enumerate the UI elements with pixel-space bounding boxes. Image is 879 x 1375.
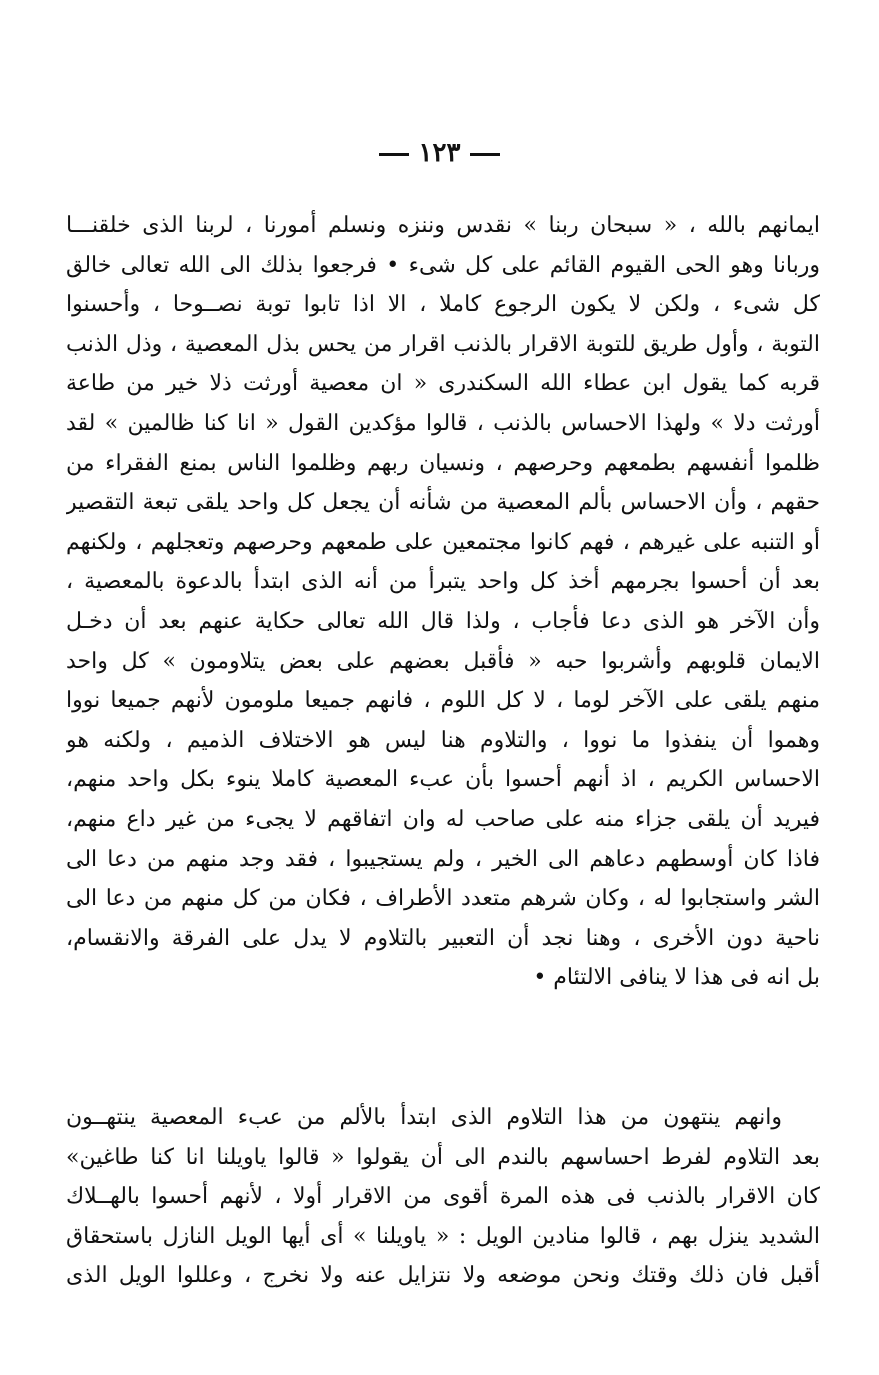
text-line: أورثت دلا » ولهذا الاحساس بالذنب ، قالوا مؤكدين القول « انا كنا ظالمين » لقد [66, 410, 820, 436]
text-line: فاذا كان أوسطهم دعاهم الى الخير ، ولم يستجيبوا ، فقد وجد منهم من دعا الى [66, 846, 820, 872]
text-line: وربانا وهو الحى القيوم القائم على كل شىء • فرجعوا بذلك الى الله تعالى خالق [66, 252, 820, 278]
page-number-value: ١٢٣ [418, 138, 461, 168]
paragraph-1 [66, 206, 820, 998]
text-line: كل شىء ، ولكن لا يكون الرجوع كاملا ، الا اذا تابوا توبة نصــوحا ، وأحسنوا [66, 292, 820, 318]
text-line: ايمانهم بالله ، « سبحان ربنا » نقدس وننزه ونسلم أمورنا ، لربنا الذى خلقنـــا [66, 213, 820, 238]
text-line: الاحساس الكريم ، اذ أنهم أحسوا بأن عبء المعصية كاملا ينوء بكل واحد منهم، [66, 767, 820, 793]
text-line: وأن الآخر هو الذى دعا فأجاب ، ولذا قال الله تعالى حكاية عنهم بعد أن دخـل [66, 608, 820, 634]
text-line: كان الاقرار بالذنب فى هذه المرة أقوى من الاقرار أولا ، لأنهم أحسوا بالهــلاك [66, 1184, 820, 1210]
text-line: وهموا أن ينفذوا ما نووا ، والتلاوم هنا ليس هو الاختلاف الذميم ، ولكنه هو [66, 727, 820, 753]
text-line: ظلموا أنفسهم بطمعهم وحرصهم ، ونسيان ربهم وظلموا الناس بمنع الفقراء من [66, 450, 820, 476]
page-number [0, 138, 879, 168]
text-line: حقهم ، وأن الاحساس بألم المعصية من شأنه أن يجعل كل واحد يلقى تبعة التقصير [66, 490, 820, 516]
text-line: الشديد ينزل بهم ، قالوا منادين الويل : « ياويلنا » أى أيها الويل النازل باستحقاق [66, 1223, 820, 1249]
text-line: التوبة ، وأول طريق للتوبة الاقرار بالذنب اقرار من يحس بذل المعصية ، وذل الذنب [66, 331, 820, 357]
text-line: أقبل فان ذلك وقتك ونحن موضعه ولا نتزايل عنه ولا نخرج ، وعللوا الويل الذى [66, 1263, 820, 1289]
text-line: بعد أن أحسوا بجرمهم أخذ كل واحد يتبرأ من أنه الذى ابتدأ بالدعوة بالمعصية ، [66, 569, 820, 595]
text-line: منهم يلقى على الآخر لوما ، لا كل اللوم ، فانهم جميعا ملومون لأنهم جميعا نووا [66, 688, 820, 714]
paragraph-2 [66, 1098, 820, 1296]
text-line: أو التنبه على غيرهم ، فهم كانوا مجتمعين على طمعهم وحرصهم وتعجلهم ، ولكنهم [66, 529, 820, 555]
page-number-dash-left [379, 153, 409, 156]
text-line: الشر واستجابوا له ، وكان شرهم متعدد الأطراف ، فكان من كل منهم من دعا الى [66, 886, 820, 912]
text-line: وانهم ينتهون من هذا التلاوم الذى ابتدأ بالألم من عبء المعصية ينتهــون [66, 1105, 782, 1130]
text-line: ناحية دون الأخرى ، وهنا نجد أن التعبير بالتلاوم لا يدل على الفرقة والانقسام، [66, 925, 820, 951]
page-number-dash-right [470, 153, 500, 156]
text-line: فيريد أن يلقى جزاء منه على صاحب له وان اتفاقهم لا يجىء من غير داع منهم، [66, 806, 820, 832]
text-line: قربه كما يقول ابن عطاء الله السكندرى « ان معصية أورثت ذلا خير من طاعة [66, 371, 820, 397]
text-line: الايمان قلوبهم وأشربوا حبه « فأقبل بعضهم على بعض يتلاومون » كل واحد [66, 648, 820, 674]
text-line: بل انه فى هذا لا ينافى الالتئام • [533, 965, 820, 991]
text-line: بعد التلاوم لفرط احساسهم بالندم الى أن يقولوا « قالوا ياويلنا انا كنا طاغين» [66, 1144, 820, 1170]
